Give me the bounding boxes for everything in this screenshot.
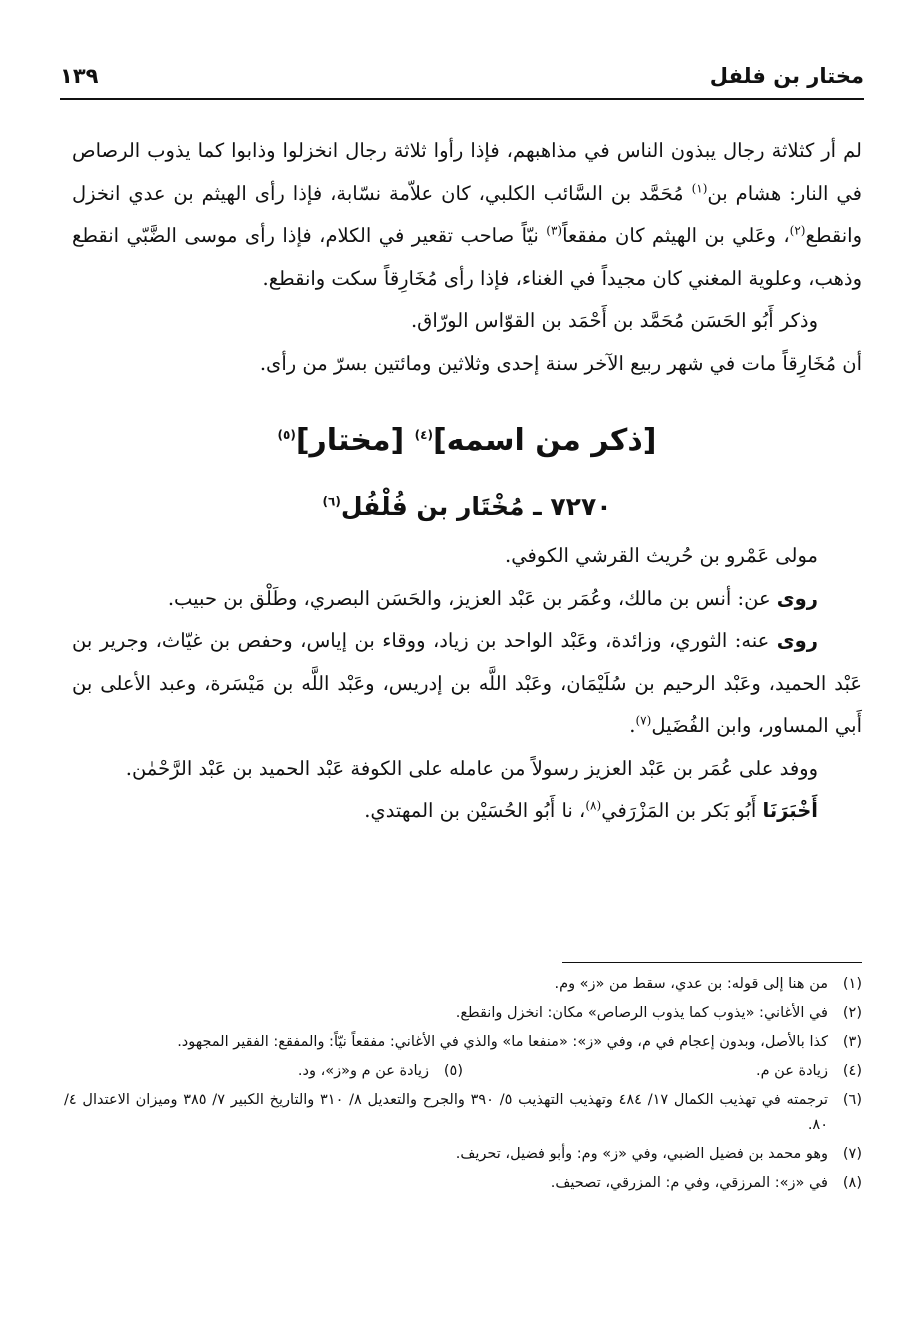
lead-word: أَخْبَرَنَا xyxy=(762,799,818,822)
paragraph-7: ووفد على عُمَر بن عَبْد العزيز رسولاً من عامله على الكوفة عَبْد الحميد بن عَبْد الرَّحْمٰن. xyxy=(125,756,818,780)
footnote-4: (٤) زيادة عن م. xyxy=(755,1063,862,1079)
footnote-ref-7: (٧) xyxy=(635,713,652,728)
footnotes-4-5 xyxy=(64,1059,862,1084)
section-title: [ذكر من اسمه]$^{(٤)}$ [مختار]$^{(٥)}$ xyxy=(277,423,657,458)
lead-word: روى xyxy=(776,586,818,610)
paragraph-3: أن مُخَارِقاً مات في شهر ربيع الآخر سنة إحدى وثلاثين ومائتين بسرّ من رأى. xyxy=(259,351,862,375)
footnote-ref-8: (٨) xyxy=(585,798,602,813)
main-text xyxy=(72,130,862,833)
running-title: مختار بن فلفل xyxy=(709,64,864,88)
footnote-2: (٢) في الأغاني: «يذوب كما يذوب الرصاص» مكان: انخزل وانقطع. xyxy=(455,1005,862,1021)
paragraph-4: مولى عَمْرو بن حُريث القرشي الكوفي. xyxy=(505,544,818,567)
footnote-3: (٣) كذا بالأصل، وبدون إعجام في م، وفي «ز»: «منفعا ما» والذي في الأغاني: مفقعاً نيّاً: والمفقع: الفقير المجهود. xyxy=(177,1034,862,1050)
footnote-ref-4: (٤) xyxy=(414,428,433,442)
footnote-5: (٥) زيادة عن م و«ز»، ود. xyxy=(297,1063,463,1079)
paragraph-2: وذكر أَبُو الحَسَن مُحَمَّد بن أَحْمَد بن القوّاس الورّاق. xyxy=(410,309,818,332)
footnote-ref-2: (٢) xyxy=(789,223,806,238)
footnote-ref-1: (١) xyxy=(691,181,708,195)
paragraph-8: أَخْبَرَنَا أَبُو بَكر بن المَزْرَفي$^{(٨)}$، نا أَبُو الحُسَيْن بن المهتدي. xyxy=(364,798,818,822)
paragraph-1: لم أر كثلاثة رجال يبذون الناس في مذاهبهم، فإذا رأوا ثلاثة رجال انخزلوا وذابوا كما يذوب الرصاص في النار: هشام بن$^{(١)}$ مُحَمَّد بن السَّائب الكلبي، كان علاّمة نسّابة، فإذا رأى الهيثم بن عدي انخزل وانقطع$^{(٢)}$، وعَلي بن الهيثم كان مفقعاً$^{(٣)}$ نيّاً صاحب تقعير في الكلام، فإذا رأى موسى الضَّبّي انقطع وذهب، وعلوية المغني كان مجيداً في الغناء، فإذا رأى مُخَارِقاً سكت وانقطع. xyxy=(72,139,862,290)
lead-word: روى xyxy=(776,629,818,652)
footnote-8: (٨) في «ز»: المرزقي، وفي م: المزرقي، تصحيف. xyxy=(550,1175,862,1191)
footnote-7: (٧) وهو محمد بن فضيل الضبي، وفي «ز» وم: وأبو فضيل، تحريف. xyxy=(455,1146,862,1162)
footnote-separator xyxy=(562,962,862,963)
footnote-ref-3: (٣) xyxy=(546,223,563,238)
paragraph-5: روى عن: أنس بن مالك، وعُمَر بن عَبْد العزيز، والحَسَن البصري، وطَلْق بن حبيب. xyxy=(167,586,818,610)
footnote-1: (١) من هنا إلى قوله: بن عدي، سقط من «ز» وم. xyxy=(554,976,862,992)
entry-title: ٧٢٧٠ ـ مُخْتَار بن فُلْفُل$^{(٦)}$ xyxy=(322,492,612,521)
page-number: ١٣٩ xyxy=(60,64,99,88)
footnotes xyxy=(64,972,862,1200)
paragraph-6: روى عنه: الثوري، وزائدة، وعَبْد الواحد بن زياد، ووقاء بن إياس، وحفص بن غيّاث، وجرير بن عَبْد الحميد، وعَبْد الرحيم بن سُلَيْمَان، وعَبْد اللَّه بن إدريس، وعَبْد اللَّه بن مَيْسَرة، وعبد الأعلى بن أَبي المساور، وابن الفُضَيل$^{(٧)}$. xyxy=(72,629,862,737)
footnote-ref-5: (٥) xyxy=(277,428,296,442)
page-header xyxy=(60,58,864,100)
footnote-6: (٦) ترجمته في تهذيب الكمال ١٧/ ٤٨٤ وتهذيب التهذيب ٥/ ٣٩٠ والجرح والتعديل ٨/ ٣١٠ والتاريخ الكبير ٧/ ٣٨٥ وميزان الاعتدال ٤/ ٨٠. xyxy=(64,1092,862,1133)
footnote-ref-6: (٦) xyxy=(322,494,341,509)
